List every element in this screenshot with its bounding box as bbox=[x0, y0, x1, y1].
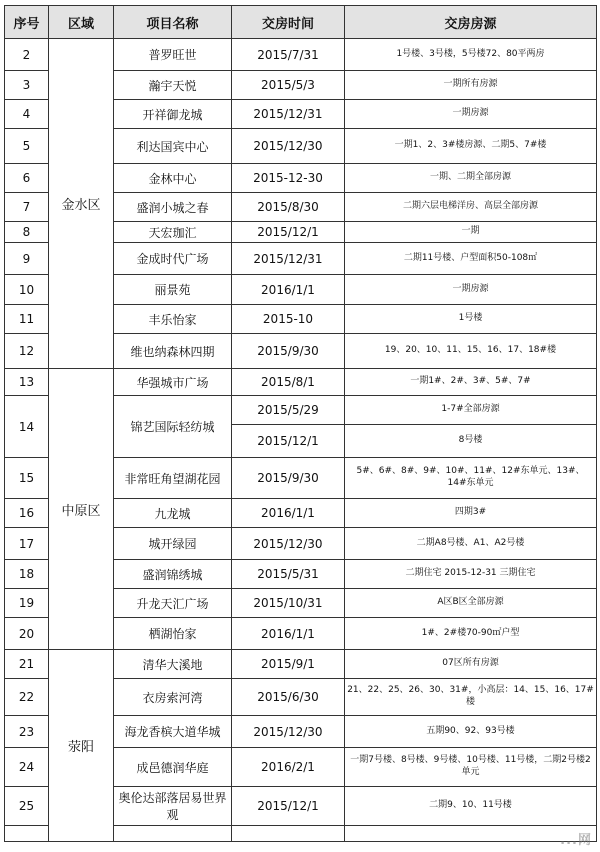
cell-seq: 11 bbox=[5, 305, 49, 334]
cell-seq: 24 bbox=[5, 748, 49, 787]
cell-source: 二期11号楼、户型面积50-108㎡ bbox=[345, 243, 597, 275]
cell-seq: 14 bbox=[5, 396, 49, 458]
cell-seq: 23 bbox=[5, 716, 49, 748]
cell-source: 一期7号楼、8号楼、9号楼、10号楼、11号楼，二期2号楼2单元 bbox=[345, 748, 597, 787]
cell-name: 天宏珈汇 bbox=[114, 222, 232, 243]
cell-name: 利达国宾中心 bbox=[114, 129, 232, 164]
cell-name: 升龙天汇广场 bbox=[114, 589, 232, 618]
cell-time: 2015/12/1 bbox=[232, 425, 345, 458]
cell-name: 锦艺国际轻纺城 bbox=[114, 396, 232, 458]
cell-source: 一期房源 bbox=[345, 100, 597, 129]
cell-source: 一期、二期全部房源 bbox=[345, 164, 597, 193]
cell-source: 8号楼 bbox=[345, 425, 597, 458]
cell-seq: 2 bbox=[5, 39, 49, 71]
cell-time: 2015/9/30 bbox=[232, 334, 345, 369]
cell-source: 二期六层电梯洋房、高层全部房源 bbox=[345, 193, 597, 222]
watermark: ...网 bbox=[560, 833, 592, 848]
cell-seq: 12 bbox=[5, 334, 49, 369]
table-row bbox=[5, 369, 597, 396]
cell-time: 2015/12/30 bbox=[232, 716, 345, 748]
cell-time: 2015/12/30 bbox=[232, 129, 345, 164]
cell-name: 清华大溪地 bbox=[114, 650, 232, 679]
cell-source: 二期A8号楼、A1、A2号楼 bbox=[345, 528, 597, 560]
table-row bbox=[5, 39, 597, 71]
cell-time: 2016/1/1 bbox=[232, 499, 345, 528]
cell-region: 中原区 bbox=[49, 369, 114, 650]
cell-seq: 10 bbox=[5, 275, 49, 305]
cell-source: 1-7#全部房源 bbox=[345, 396, 597, 425]
cell-seq: 3 bbox=[5, 71, 49, 100]
cell-source: 21、22、25、26、30、31#，小高层：14、15、16、17#楼 bbox=[345, 679, 597, 716]
cell-time: 2015/12/1 bbox=[232, 222, 345, 243]
cell-seq: 16 bbox=[5, 499, 49, 528]
table-row bbox=[5, 650, 597, 679]
cell-source: 五期90、92、93号楼 bbox=[345, 716, 597, 748]
delivery-table bbox=[4, 5, 597, 842]
cell-time: 2015-10 bbox=[232, 305, 345, 334]
cell-name: 盛润小城之春 bbox=[114, 193, 232, 222]
cell-name: 维也纳森林四期 bbox=[114, 334, 232, 369]
cell-source: 19、20、10、11、15、16、17、18#楼 bbox=[345, 334, 597, 369]
cell-seq: 20 bbox=[5, 618, 49, 650]
cell-name: 非常旺角望湖花园 bbox=[114, 458, 232, 499]
cell-time: 2015/7/31 bbox=[232, 39, 345, 71]
cell-name: 海龙香槟大道华城 bbox=[114, 716, 232, 748]
cell-name: 丰乐怡家 bbox=[114, 305, 232, 334]
cell-name: 九龙城 bbox=[114, 499, 232, 528]
cell-time: 2015/6/30 bbox=[232, 679, 345, 716]
cell-name: 城开绿园 bbox=[114, 528, 232, 560]
cell-name: 成邑德润华庭 bbox=[114, 748, 232, 787]
cell-time: 2015/8/1 bbox=[232, 369, 345, 396]
header-region: 区域 bbox=[49, 6, 114, 39]
cell-source: 二期9、10、11号楼 bbox=[345, 787, 597, 826]
cell-seq: 25 bbox=[5, 787, 49, 826]
cell-name: 普罗旺世 bbox=[114, 39, 232, 71]
cell-name: 盛润锦绣城 bbox=[114, 560, 232, 589]
cell-name: 丽景苑 bbox=[114, 275, 232, 305]
cell-source: 5#、6#、8#、9#、10#、11#、12#东单元、13#、14#东单元 bbox=[345, 458, 597, 499]
cell-seq: 4 bbox=[5, 100, 49, 129]
cell-empty bbox=[114, 826, 232, 842]
cell-name: 栖湖怡家 bbox=[114, 618, 232, 650]
cell-time: 2015/9/1 bbox=[232, 650, 345, 679]
cell-empty bbox=[232, 826, 345, 842]
cell-source: 07区所有房源 bbox=[345, 650, 597, 679]
cell-region: 荥阳 bbox=[49, 650, 114, 842]
cell-source: 一期房源 bbox=[345, 275, 597, 305]
cell-time: 2015/5/3 bbox=[232, 71, 345, 100]
header-time: 交房时间 bbox=[232, 6, 345, 39]
header-row bbox=[5, 6, 597, 39]
header-seq: 序号 bbox=[5, 6, 49, 39]
cell-time: 2015/5/29 bbox=[232, 396, 345, 425]
cell-source: 一期1、2、3#楼房源、二期5、7#楼 bbox=[345, 129, 597, 164]
cell-name: 衣房索河湾 bbox=[114, 679, 232, 716]
header-name: 项目名称 bbox=[114, 6, 232, 39]
cell-source: 1号楼、3号楼，5号楼72、80平两房 bbox=[345, 39, 597, 71]
cell-source: 一期所有房源 bbox=[345, 71, 597, 100]
cell-seq: 9 bbox=[5, 243, 49, 275]
cell-seq: 21 bbox=[5, 650, 49, 679]
cell-time: 2015/5/31 bbox=[232, 560, 345, 589]
cell-time: 2016/1/1 bbox=[232, 275, 345, 305]
cell-source: 一期1#、2#、3#、5#、7# bbox=[345, 369, 597, 396]
cell-region: 金水区 bbox=[49, 39, 114, 369]
cell-seq: 13 bbox=[5, 369, 49, 396]
cell-time: 2015-12-30 bbox=[232, 164, 345, 193]
cell-seq: 17 bbox=[5, 528, 49, 560]
cell-seq: 18 bbox=[5, 560, 49, 589]
cell-name: 开祥御龙城 bbox=[114, 100, 232, 129]
cell-time: 2015/8/30 bbox=[232, 193, 345, 222]
cell-seq: 15 bbox=[5, 458, 49, 499]
cell-time: 2015/10/31 bbox=[232, 589, 345, 618]
cell-time: 2015/12/31 bbox=[232, 243, 345, 275]
cell-time: 2015/9/30 bbox=[232, 458, 345, 499]
cell-seq: 6 bbox=[5, 164, 49, 193]
cell-name: 华强城市广场 bbox=[114, 369, 232, 396]
cell-name: 奥伦达部落居易世界观 bbox=[114, 787, 232, 826]
cell-seq: 8 bbox=[5, 222, 49, 243]
cell-seq: 5 bbox=[5, 129, 49, 164]
cell-name: 瀚宇天悦 bbox=[114, 71, 232, 100]
cell-name: 金林中心 bbox=[114, 164, 232, 193]
cell-empty bbox=[5, 826, 49, 842]
cell-seq: 22 bbox=[5, 679, 49, 716]
cell-source: 1#、2#楼70-90㎡户型 bbox=[345, 618, 597, 650]
cell-source: 1号楼 bbox=[345, 305, 597, 334]
cell-source: 四期3# bbox=[345, 499, 597, 528]
cell-name: 金成时代广场 bbox=[114, 243, 232, 275]
cell-source: 一期 bbox=[345, 222, 597, 243]
cell-source: 二期住宅 2015-12-31 三期住宅 bbox=[345, 560, 597, 589]
cell-source: A区B区全部房源 bbox=[345, 589, 597, 618]
cell-time: 2015/12/1 bbox=[232, 787, 345, 826]
cell-time: 2016/1/1 bbox=[232, 618, 345, 650]
cell-time: 2016/2/1 bbox=[232, 748, 345, 787]
cell-seq: 19 bbox=[5, 589, 49, 618]
cell-time: 2015/12/31 bbox=[232, 100, 345, 129]
cell-seq: 7 bbox=[5, 193, 49, 222]
cell-time: 2015/12/30 bbox=[232, 528, 345, 560]
header-source: 交房房源 bbox=[345, 6, 597, 39]
cell-empty bbox=[345, 826, 597, 842]
